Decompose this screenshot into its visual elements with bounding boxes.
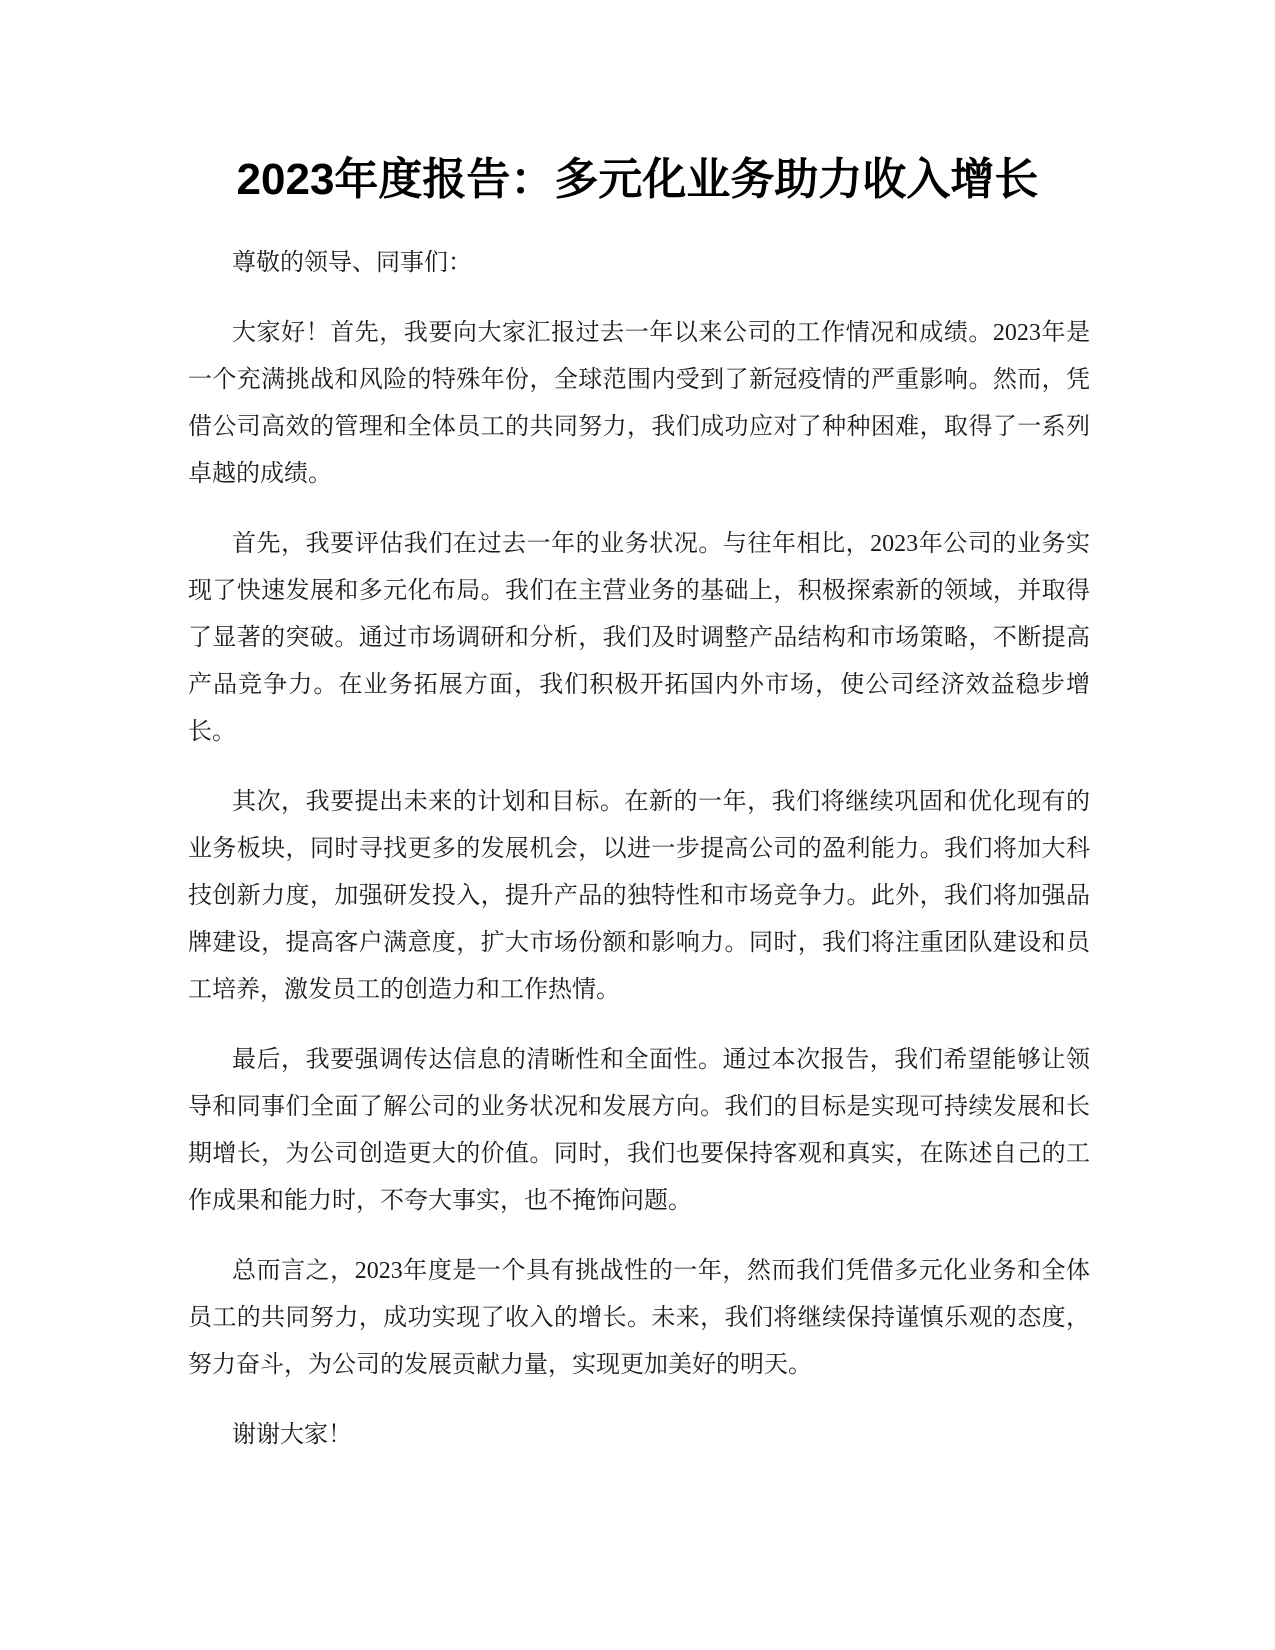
paragraph-4: 最后，我要强调传达信息的清晰性和全面性。通过本次报告，我们希望能够让领导和同事们全面了解公司的业务状况和发展方向。我们的目标是实现可持续发展和长期增长，为公司创造更大的价值。同时，我们也要保持客观和真实，在陈述自己的工作成果和能力时，不夸大事实，也不掩饰问题。 xyxy=(188,1047,1090,1214)
paragraph-2: 首先，我要评估我们在过去一年的业务状况。与往年相比，2023年公司的业务实现了快速发展和多元化布局。我们在主营业务的基础上，积极探索新的领域，并取得了显著的突破。通过市场调研和分析，我们及时调整产品结构和市场策略，不断提高产品竞争力。在业务拓展方面，我们积极开拓国内外市场，使公司经济效益稳步增长。 xyxy=(188,531,1090,745)
paragraph-5: 总而言之，2023年度是一个具有挑战性的一年，然而我们凭借多元化业务和全体员工的共同努力，成功实现了收入的增长。未来，我们将继续保持谨慎乐观的态度，努力奋斗，为公司的发展贡献力量，实现更加美好的明天。 xyxy=(188,1258,1090,1378)
document-title: 2023年度报告：多元化业务助力收入增长 xyxy=(236,155,1039,204)
paragraph-1: 大家好！首先，我要向大家汇报过去一年以来公司的工作情况和成绩。2023年是一个充满挑战和风险的特殊年份，全球范围内受到了新冠疫情的严重影响。然而，凭借公司高效的管理和全体员工的共同努力，我们成功应对了种种困难，取得了一系列卓越的成绩。 xyxy=(188,320,1090,487)
closing: 谢谢大家！ xyxy=(232,1422,352,1448)
document-body xyxy=(188,240,1090,1482)
paragraph-3: 其次，我要提出未来的计划和目标。在新的一年，我们将继续巩固和优化现有的业务板块，同时寻找更多的发展机会，以进一步提高公司的盈利能力。我们将加大科技创新力度，加强研发投入，提升产品的独特性和市场竞争力。此外，我们将加强品牌建设，提高客户满意度，扩大市场份额和影响力。同时，我们将注重团队建设和员工培养，激发员工的创造力和工作热情。 xyxy=(188,789,1090,1003)
salutation: 尊敬的领导、同事们： xyxy=(232,250,472,276)
